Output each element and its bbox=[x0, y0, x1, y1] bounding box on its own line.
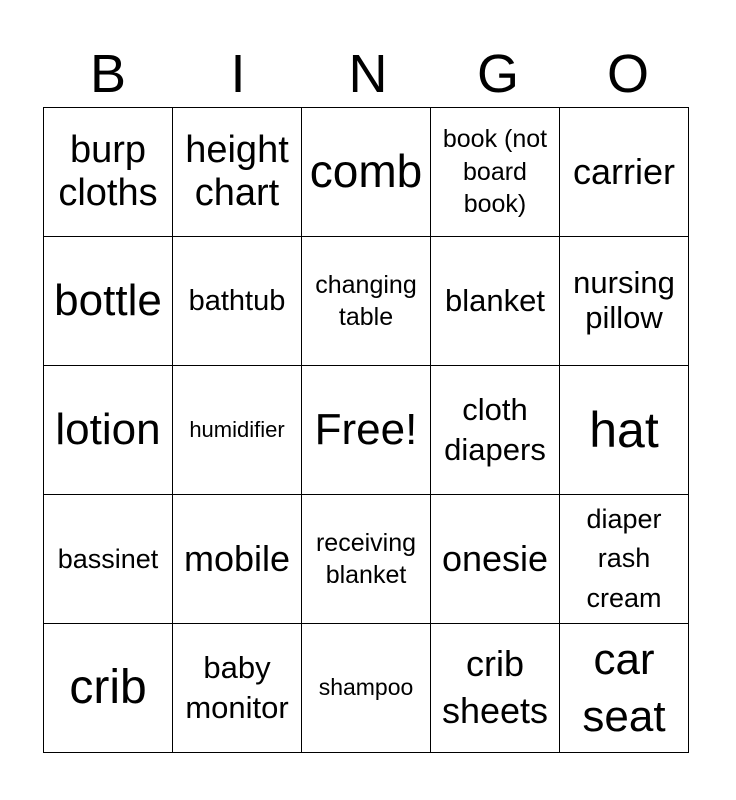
bingo-cell[interactable]: receiving blanket bbox=[302, 495, 431, 624]
header-letter-o: O bbox=[606, 44, 649, 104]
bingo-cell[interactable]: crib bbox=[44, 624, 173, 753]
board-row bbox=[44, 495, 689, 624]
bingo-cell[interactable]: changing table bbox=[302, 237, 431, 366]
header-letter-n: N bbox=[348, 44, 388, 104]
bingo-cell[interactable]: burp cloths bbox=[44, 108, 173, 237]
bingo-cell[interactable]: mobile bbox=[173, 495, 302, 624]
header-letter-i: I bbox=[230, 44, 246, 104]
bingo-cell[interactable]: nursing pillow bbox=[560, 237, 689, 366]
bingo-cell[interactable]: carrier bbox=[560, 108, 689, 237]
bingo-cell[interactable]: bathtub bbox=[173, 237, 302, 366]
bingo-cell[interactable]: baby monitor bbox=[173, 624, 302, 753]
board-row bbox=[44, 366, 689, 495]
bingo-cell[interactable]: onesie bbox=[431, 495, 560, 624]
board-row bbox=[44, 108, 689, 237]
bingo-cell[interactable]: cloth diapers bbox=[431, 366, 560, 495]
board-row bbox=[44, 237, 689, 366]
bingo-cell[interactable]: crib sheets bbox=[431, 624, 560, 753]
bingo-cell[interactable]: bassinet bbox=[44, 495, 173, 624]
bingo-cell[interactable]: humidifier bbox=[173, 366, 302, 495]
bingo-header bbox=[43, 40, 693, 108]
free-space-cell[interactable]: Free! bbox=[302, 366, 431, 495]
bingo-cell[interactable]: diaper rash cream bbox=[560, 495, 689, 624]
bingo-cell[interactable]: lotion bbox=[44, 366, 173, 495]
bingo-cell[interactable]: blanket bbox=[431, 237, 560, 366]
bingo-cell[interactable]: shampoo bbox=[302, 624, 431, 753]
bingo-cell[interactable]: comb bbox=[302, 108, 431, 237]
board-row bbox=[44, 624, 689, 753]
bingo-cell[interactable]: book (not board book) bbox=[431, 108, 560, 237]
bingo-board bbox=[43, 107, 689, 753]
bingo-cell[interactable]: height chart bbox=[173, 108, 302, 237]
bingo-cell[interactable]: hat bbox=[560, 366, 689, 495]
header-letter-b: B bbox=[89, 44, 127, 104]
header-letter-g: G bbox=[476, 44, 519, 104]
bingo-cell[interactable]: bottle bbox=[44, 237, 173, 366]
bingo-cell[interactable]: car seat bbox=[560, 624, 689, 753]
